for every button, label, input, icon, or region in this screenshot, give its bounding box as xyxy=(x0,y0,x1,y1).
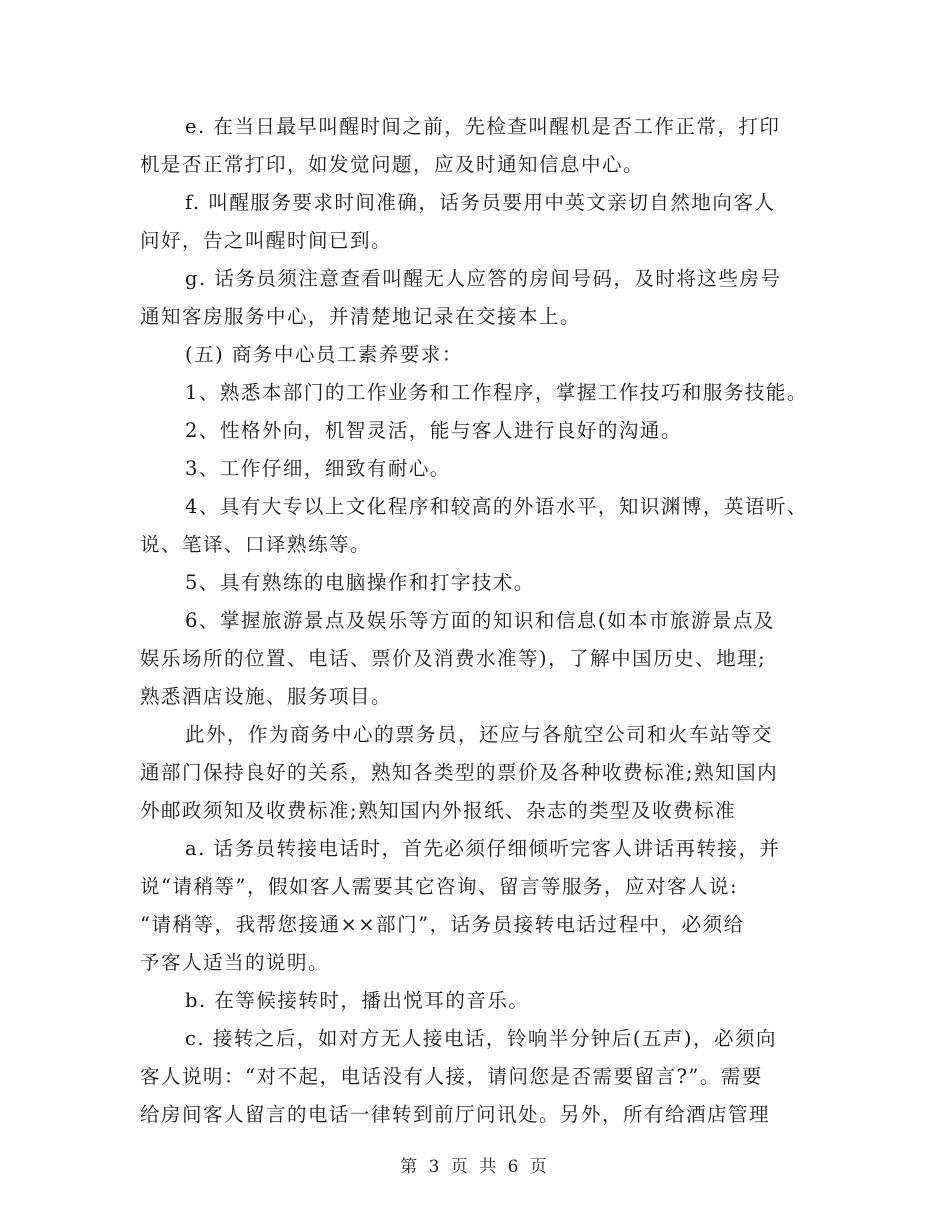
section-heading: (五) 商务中心员工素养要求： xyxy=(185,343,463,366)
paragraph-line: 客人说明：“对不起，电话没有人接，请问您是否需要留言?”。需要 xyxy=(140,1065,763,1088)
paragraph-line: 予客人适当的说明。 xyxy=(140,951,330,974)
list-item: 1、熟悉本部门的工作业务和工作程序，掌握工作技巧和服务技能。 xyxy=(185,381,808,404)
list-item-continuation: 熟悉酒店设施、服务项目。 xyxy=(140,685,393,708)
list-item: 2、性格外向，机智灵活，能与客人进行良好的沟通。 xyxy=(185,419,682,442)
document-body xyxy=(140,108,820,1134)
paragraph-line: 给房间客人留言的电话一律转到前厅问讯处。另外，所有给酒店管理 xyxy=(140,1103,771,1126)
paragraph-line: 此外，作为商务中心的票务员，还应与各航空公司和火车站等交 xyxy=(185,723,774,746)
paragraph-line: 通部门保持良好的关系，熟知各类型的票价及各种收费标准;熟知国内 xyxy=(140,761,779,784)
list-item-continuation: 娱乐场所的位置、电话、票价及消费水准等)，了解中国历史、地理; xyxy=(140,647,767,670)
list-item: 4、具有大专以上文化程序和较高的外语水平，知识渊博，英语听、 xyxy=(185,495,808,518)
paragraph-line: c. 接转之后，如对方无人接电话，铃响半分钟后(五声)，必须向 xyxy=(185,1027,778,1050)
paragraph-line: f. 叫醒服务要求时间准确，话务员要用中英文亲切自然地向客人 xyxy=(185,191,776,214)
paragraph-line: a. 话务员转接电话时，首先必须仔细倾听完客人讲话再转接，并 xyxy=(185,837,781,860)
paragraph-line: 外邮政须知及收费标准;熟知国内外报纸、杂志的类型及收费标准 xyxy=(140,799,737,822)
paragraph-line: “请稍等，我帮您接通××部门”，话务员接转电话过程中，必须给 xyxy=(140,913,745,936)
paragraph-line: 说“请稍等”，假如客人需要其它咨询、留言等服务，应对客人说: xyxy=(140,875,739,898)
list-item: 3、工作仔细，细致有耐心。 xyxy=(185,457,451,480)
list-item-continuation: 说、笔译、口译熟练等。 xyxy=(140,533,372,556)
paragraph-line: 问好，告之叫醒时间已到。 xyxy=(140,229,393,252)
list-item: 5、具有熟练的电脑操作和打字技术。 xyxy=(185,571,535,594)
paragraph-line: 通知客房服务中心，并清楚地记录在交接本上。 xyxy=(140,305,582,328)
page-number-footer: 第 3 页 共 6 页 xyxy=(400,1157,550,1177)
paragraph-line: e. 在当日最早叫醒时间之前，先检查叫醒机是否工作正常，打印 xyxy=(185,115,781,138)
paragraph-line: b. 在等候接转时，播出悦耳的音乐。 xyxy=(185,989,530,1012)
paragraph-line: g. 话务员须注意查看叫醒无人应答的房间号码，及时将这些房号 xyxy=(185,267,782,290)
paragraph-line: 机是否正常打印，如发觉问题，应及时通知信息中心。 xyxy=(140,153,645,176)
list-item: 6、掌握旅游景点及娱乐等方面的知识和信息(如本市旅游景点及 xyxy=(185,609,776,632)
